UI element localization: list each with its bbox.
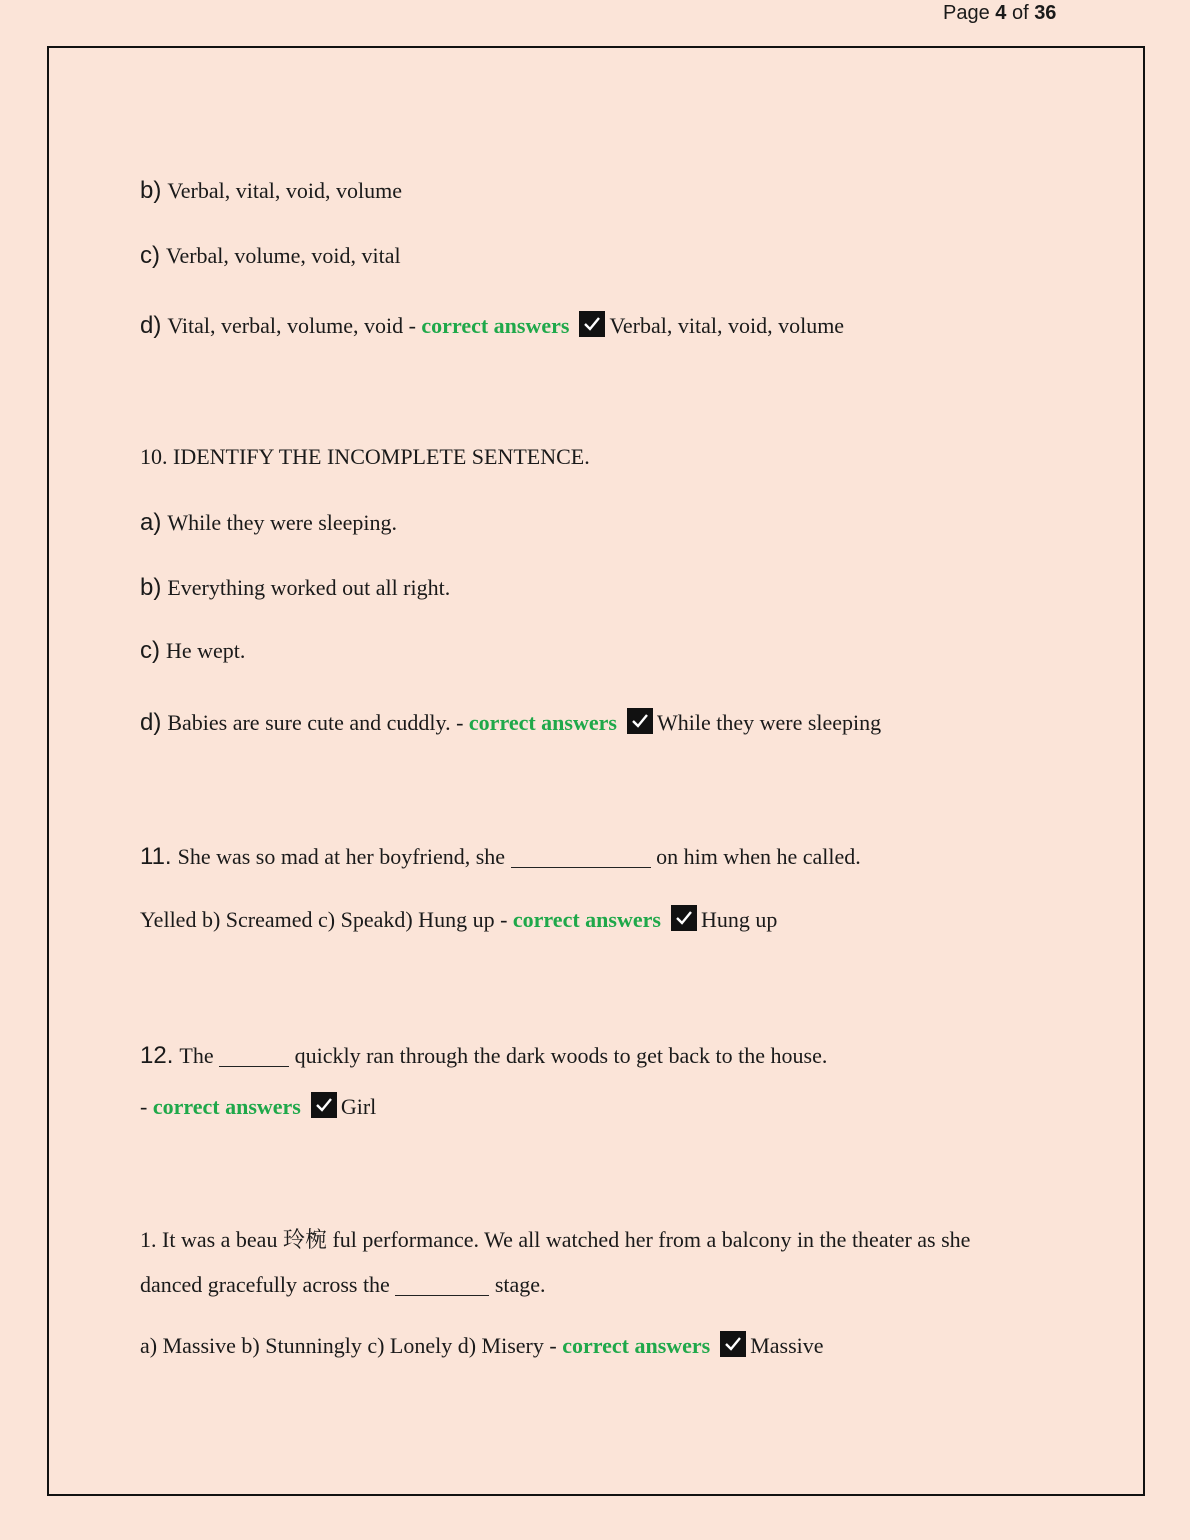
answer-blank bbox=[395, 1273, 489, 1296]
answer-blank bbox=[219, 1044, 289, 1067]
q10-option-d: d) Babies are sure cute and cuddly. - correct answers While they were sleeping bbox=[140, 709, 882, 736]
q9-answer: Verbal, vital, void, volume bbox=[609, 313, 845, 338]
q12-answer-line: - correct answers Girl bbox=[140, 1094, 377, 1119]
q12-answer: Girl bbox=[340, 1094, 377, 1119]
q9-option-c: c) Verbal, volume, void, vital bbox=[140, 242, 401, 269]
correct-answers-label: correct answers bbox=[512, 907, 661, 932]
q10-answer: While they were sleeping bbox=[656, 710, 882, 735]
q11-question: 11. She was so mad at her boyfriend, she on him when he called. bbox=[140, 843, 861, 870]
checkmark-icon bbox=[671, 905, 697, 931]
page-number: Page 4 of 36 bbox=[943, 2, 1057, 24]
q9-option-b: b) Verbal, vital, void, volume bbox=[140, 177, 402, 204]
answer-blank bbox=[511, 845, 651, 868]
checkmark-icon bbox=[720, 1331, 746, 1357]
correct-answers-label: correct answers bbox=[562, 1333, 711, 1358]
q1-line1: 1. It was a beau 玲椀 ful performance. We all watched her from a balcony in the theater as she bbox=[140, 1227, 971, 1252]
q11-options: Yelled b) Screamed c) Speakd) Hung up - correct answers Hung up bbox=[140, 907, 778, 932]
q10-option-a: a) While they were sleeping. bbox=[140, 509, 398, 536]
q9-option-d: d) Vital, verbal, volume, void - correct answers Verbal, vital, void, volume bbox=[140, 312, 845, 339]
correct-answers-label: correct answers bbox=[152, 1094, 301, 1119]
correct-answers-label: correct answers bbox=[468, 710, 617, 735]
correct-answers-label: correct answers bbox=[421, 313, 570, 338]
q12-question: 12. The quickly ran through the dark woods to get back to the house. bbox=[140, 1042, 828, 1069]
q11-answer: Hung up bbox=[700, 907, 778, 932]
q10-option-b: b) Everything worked out all right. bbox=[140, 574, 451, 601]
q1-line2: danced gracefully across the stage. bbox=[140, 1272, 546, 1297]
q1-options: a) Massive b) Stunningly c) Lonely d) Misery - correct answers Massive bbox=[140, 1333, 824, 1358]
checkmark-icon bbox=[627, 708, 653, 734]
q1-answer: Massive bbox=[750, 1333, 824, 1358]
q10-heading: 10. IDENTIFY THE INCOMPLETE SENTENCE. bbox=[140, 444, 590, 469]
q10-option-c: c) He wept. bbox=[140, 637, 246, 664]
checkmark-icon bbox=[311, 1092, 337, 1118]
checkmark-icon bbox=[579, 311, 605, 337]
